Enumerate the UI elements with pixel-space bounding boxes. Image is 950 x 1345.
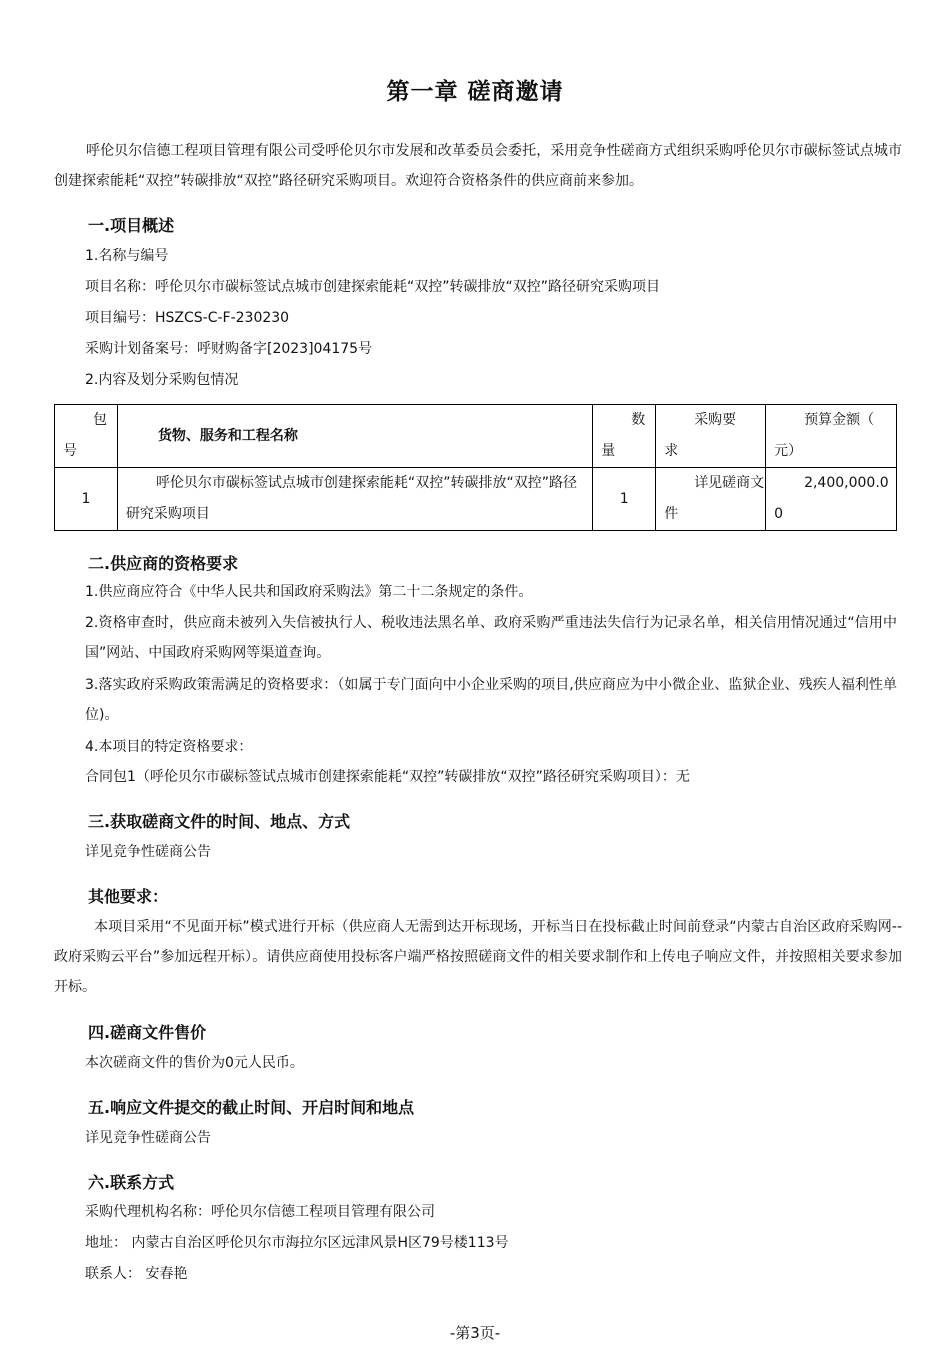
section-3-heading: 三.获取磋商文件的时间、地点、方式	[88, 812, 351, 831]
header-package-no	[55, 405, 118, 468]
project-number: 项目编号：HSZCS-C-F-230230	[85, 310, 290, 326]
intro-paragraph: 呼伦贝尔信德工程项目管理有限公司受呼伦贝尔市发展和改革委员会委托，采用竞争性磋商方式组织采购呼伦贝尔市碳标签试点城市创建探索能耗“双控”转碳排放“双控”路径研究采购项目。欢迎符合资格条件的供应商前来参加。	[54, 143, 902, 189]
cell-requirement: 详见磋商文件	[656, 468, 766, 531]
section-2-heading: 二.供应商的资格要求	[88, 554, 239, 573]
header-budget-top: 预算金额（	[804, 412, 875, 428]
header-package-no-bottom: 号	[63, 443, 77, 459]
qualification-item-4-detail: 合同包1（呼伦贝尔市碳标签试点城市创建探索能耗“双控”转碳排放“双控”路径研究采购项目）：无	[85, 769, 690, 785]
qualification-item-4: 4.本项目的特定资格要求：	[85, 739, 253, 755]
agency-name: 采购代理机构名称：呼伦贝尔信德工程项目管理有限公司	[85, 1204, 435, 1220]
section-5-heading: 五.响应文件提交的截止时间、开启时间和地点	[88, 1098, 415, 1117]
section-3-text: 详见竞争性磋商公告	[85, 844, 211, 860]
header-quantity-top: 数	[631, 412, 646, 428]
section-4-heading: 四.磋商文件售价	[88, 1023, 207, 1042]
cell-item-name: 呼伦贝尔市碳标签试点城市创建探索能耗“双控”转碳排放“双控”路径研究采购项目	[117, 468, 592, 531]
project-name: 项目名称：呼伦贝尔市碳标签试点城市创建探索能耗“双控”转碳排放“双控”路径研究采购项目	[85, 279, 661, 295]
header-requirement-top: 采购要	[694, 412, 737, 428]
cell-package-no: 1	[55, 468, 118, 531]
package-table	[54, 404, 897, 531]
contact-person: 联系人： 安春艳	[85, 1266, 188, 1282]
header-quantity	[593, 405, 656, 468]
package-content-label: 2.内容及划分采购包情况	[85, 372, 239, 388]
other-requirements-heading: 其他要求：	[88, 887, 169, 906]
other-requirements-text: 本项目采用“不见面开标”模式进行开标（供应商人无需到达开标现场，开标当日在投标截止时间前登录“内蒙古自治区政府采购网--政府采购云平台”参加远程开标）。请供应商使用投标客户端严格按照磋商文件的相关要求制作和上传电子响应文件，并按照相关要求参加开标。	[54, 919, 902, 995]
header-package-no-top: 包	[92, 412, 107, 428]
header-budget-bottom: 元）	[774, 443, 803, 459]
section-6-heading: 六.联系方式	[88, 1173, 175, 1192]
header-requirement	[656, 405, 766, 468]
cell-budget: 2,400,000.00	[766, 468, 897, 531]
table-header-row	[55, 405, 897, 468]
name-and-number-label: 1.名称与编号	[85, 248, 169, 264]
qualification-item-3: 3.落实政府采购政策需满足的资格要求：（如属于专门面向中小企业采购的项目,供应商应为中小微企业、监狱企业、残疾人福利性单位)。	[85, 677, 897, 723]
section-1-heading: 一.项目概述	[88, 216, 175, 235]
header-item-name: 货物、服务和工程名称	[117, 405, 592, 468]
table-row	[55, 468, 897, 531]
page-title: 第一章 磋商邀请	[386, 79, 564, 105]
cell-quantity: 1	[593, 468, 656, 531]
section-5-text: 详见竞争性磋商公告	[85, 1130, 211, 1146]
header-quantity-bottom: 量	[601, 443, 616, 459]
page-number: -第3页-	[449, 1324, 501, 1342]
agency-address: 地址： 内蒙古自治区呼伦贝尔市海拉尔区远津风景H区79号楼113号	[85, 1235, 509, 1251]
header-requirement-bottom: 求	[664, 443, 679, 459]
qualification-item-2: 2.资格审查时，供应商未被列入失信被执行人、税收违法黑名单、政府采购严重违法失信行为记录名单，相关信用情况通过“信用中国”网站、中国政府采购网等渠道查询。	[85, 615, 897, 661]
section-4-text: 本次磋商文件的售价为0元人民币。	[85, 1055, 304, 1071]
plan-record-number: 采购计划备案号：呼财购备字[2023]04175号	[85, 341, 373, 357]
header-budget	[766, 405, 897, 468]
qualification-item-1: 1.供应商应符合《中华人民共和国政府采购法》第二十二条规定的条件。	[85, 584, 533, 600]
